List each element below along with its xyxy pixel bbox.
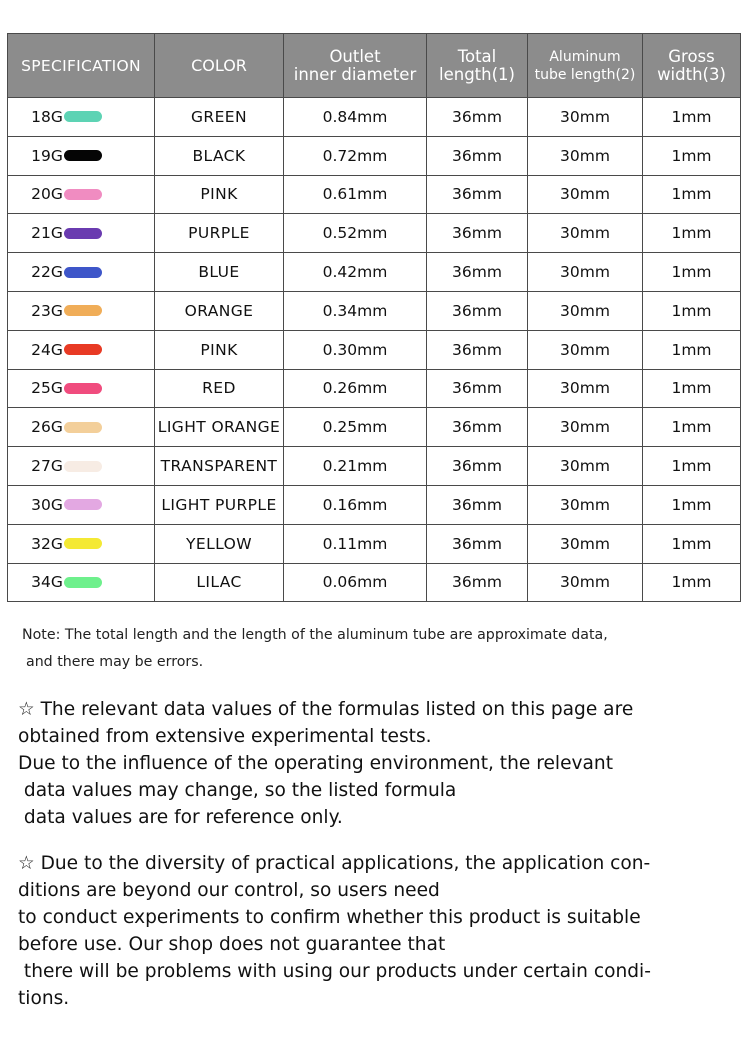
gross-width: 1mm [643, 447, 741, 486]
color-name: YELLOW [155, 524, 284, 563]
total-length: 36mm [427, 175, 528, 214]
color-name: BLUE [155, 253, 284, 292]
table-body [8, 98, 741, 602]
inner-diameter: 0.11mm [284, 524, 427, 563]
spec-cell [8, 253, 155, 292]
paragraph-line: Due to the influence of the operating environment, the relevant [18, 753, 613, 774]
gauge-value: 22G [31, 263, 63, 282]
aluminum-tube-length: 30mm [528, 136, 643, 175]
total-length: 36mm [427, 563, 528, 602]
aluminum-tube-length: 30mm [528, 408, 643, 447]
color-name: TRANSPARENT [155, 447, 284, 486]
color-name: RED [155, 369, 284, 408]
color-name: PINK [155, 175, 284, 214]
inner-diameter: 0.16mm [284, 485, 427, 524]
paragraph-line: obtained from extensive experimental tests. [18, 726, 432, 747]
spec-cell [8, 175, 155, 214]
gross-width: 1mm [643, 175, 741, 214]
inner-diameter: 0.84mm [284, 98, 427, 137]
gauge-value: 30G [31, 495, 63, 514]
disclaimer-paragraph-2 [18, 850, 738, 1012]
header-aluminum-tube-length [528, 34, 643, 98]
gross-width: 1mm [643, 98, 741, 137]
table-row [8, 369, 741, 408]
total-length: 36mm [427, 136, 528, 175]
gross-width: 1mm [643, 485, 741, 524]
spec-cell [8, 136, 155, 175]
gauge-value: 21G [31, 224, 63, 243]
gross-width: 1mm [643, 524, 741, 563]
spec-table [7, 33, 741, 602]
gross-width: 1mm [643, 563, 741, 602]
color-name: LIGHT PURPLE [155, 485, 284, 524]
aluminum-tube-length: 30mm [528, 291, 643, 330]
paragraph-line: data values may change, so the listed formula [18, 780, 457, 801]
color-swatch [64, 344, 102, 355]
gross-width: 1mm [643, 291, 741, 330]
aluminum-tube-length: 30mm [528, 330, 643, 369]
table-row [8, 524, 741, 563]
gauge-value: 27G [31, 457, 63, 476]
inner-diameter: 0.72mm [284, 136, 427, 175]
header-specification: SPECIFICATION [8, 34, 155, 98]
aluminum-tube-length: 30mm [528, 98, 643, 137]
table-row [8, 408, 741, 447]
header-gross-width [643, 34, 741, 98]
color-name: LIGHT ORANGE [155, 408, 284, 447]
paragraph-line: ☆ Due to the diversity of practical applications, the application con- [18, 853, 651, 874]
spec-cell [8, 408, 155, 447]
color-swatch [64, 422, 102, 433]
gross-width: 1mm [643, 330, 741, 369]
gross-width: 1mm [643, 136, 741, 175]
paragraph-line: before use. Our shop does not guarantee that [18, 934, 446, 955]
gauge-value: 23G [31, 301, 63, 320]
inner-diameter: 0.21mm [284, 447, 427, 486]
spec-cell [8, 563, 155, 602]
header-alu-line2: tube length(2) [534, 66, 636, 83]
inner-diameter: 0.06mm [284, 563, 427, 602]
color-swatch [64, 383, 102, 394]
table-row [8, 485, 741, 524]
inner-diameter: 0.34mm [284, 291, 427, 330]
table-row [8, 214, 741, 253]
gross-width: 1mm [643, 253, 741, 292]
table-row [8, 330, 741, 369]
spec-cell [8, 291, 155, 330]
header-outlet-line2: inner diameter [293, 64, 417, 84]
header-outlet-line1: Outlet [329, 46, 381, 66]
inner-diameter: 0.52mm [284, 214, 427, 253]
paragraph-line: tions. [18, 988, 70, 1009]
color-swatch [64, 150, 102, 161]
note-line-2: and there may be errors. [26, 654, 204, 670]
color-swatch [64, 305, 102, 316]
color-swatch [64, 461, 102, 472]
table-row [8, 447, 741, 486]
spec-cell [8, 447, 155, 486]
color-name: BLACK [155, 136, 284, 175]
spec-cell [8, 214, 155, 253]
color-name: ORANGE [155, 291, 284, 330]
inner-diameter: 0.26mm [284, 369, 427, 408]
spec-cell [8, 369, 155, 408]
color-name: GREEN [155, 98, 284, 137]
header-total-line2: length(1) [439, 64, 515, 84]
gauge-value: 19G [31, 146, 63, 165]
gross-width: 1mm [643, 408, 741, 447]
paragraph-line: ditions are beyond our control, so users need [18, 880, 440, 901]
total-length: 36mm [427, 291, 528, 330]
header-gross-line2: width(3) [657, 64, 726, 84]
aluminum-tube-length: 30mm [528, 447, 643, 486]
total-length: 36mm [427, 330, 528, 369]
header-total-line1: Total [457, 46, 497, 66]
color-swatch [64, 499, 102, 510]
spec-cell [8, 485, 155, 524]
disclaimer-paragraph-1 [18, 696, 738, 831]
total-length: 36mm [427, 98, 528, 137]
header-total-length [427, 34, 528, 98]
gauge-value: 20G [31, 185, 63, 204]
color-swatch [64, 267, 102, 278]
note-line-1: Note: The total length and the length of the aluminum tube are approximate data, [22, 627, 608, 643]
aluminum-tube-length: 30mm [528, 524, 643, 563]
spec-cell [8, 330, 155, 369]
total-length: 36mm [427, 485, 528, 524]
table-row [8, 136, 741, 175]
paragraph-line: data values are for reference only. [18, 807, 343, 828]
gauge-value: 26G [31, 418, 63, 437]
color-swatch [64, 577, 102, 588]
gauge-value: 25G [31, 379, 63, 398]
table-row [8, 253, 741, 292]
inner-diameter: 0.25mm [284, 408, 427, 447]
total-length: 36mm [427, 408, 528, 447]
table-row [8, 291, 741, 330]
header-color: COLOR [155, 34, 284, 98]
gauge-value: 24G [31, 340, 63, 359]
color-name: PURPLE [155, 214, 284, 253]
table-row [8, 98, 741, 137]
paragraph-line: ☆ The relevant data values of the formulas listed on this page are [18, 699, 634, 720]
gross-width: 1mm [643, 214, 741, 253]
total-length: 36mm [427, 447, 528, 486]
color-name: LILAC [155, 563, 284, 602]
aluminum-tube-length: 30mm [528, 563, 643, 602]
gauge-value: 32G [31, 534, 63, 553]
inner-diameter: 0.42mm [284, 253, 427, 292]
header-gross-line1: Gross [668, 46, 715, 66]
inner-diameter: 0.61mm [284, 175, 427, 214]
color-swatch [64, 189, 102, 200]
table-row [8, 563, 741, 602]
aluminum-tube-length: 30mm [528, 214, 643, 253]
spec-cell [8, 98, 155, 137]
total-length: 36mm [427, 369, 528, 408]
paragraph-line: there will be problems with using our products under certain condi- [18, 961, 651, 982]
aluminum-tube-length: 30mm [528, 175, 643, 214]
gauge-value: 34G [31, 573, 63, 592]
aluminum-tube-length: 30mm [528, 369, 643, 408]
color-swatch [64, 111, 102, 122]
inner-diameter: 0.30mm [284, 330, 427, 369]
total-length: 36mm [427, 214, 528, 253]
table-header [8, 34, 741, 98]
gross-width: 1mm [643, 369, 741, 408]
table-row [8, 175, 741, 214]
aluminum-tube-length: 30mm [528, 253, 643, 292]
total-length: 36mm [427, 253, 528, 292]
aluminum-tube-length: 30mm [528, 485, 643, 524]
color-swatch [64, 228, 102, 239]
note [22, 622, 737, 676]
gauge-value: 18G [31, 107, 63, 126]
header-alu-line1: Aluminum [549, 48, 621, 65]
total-length: 36mm [427, 524, 528, 563]
paragraph-line: to conduct experiments to confirm whether this product is suitable [18, 907, 641, 928]
color-name: PINK [155, 330, 284, 369]
spec-cell [8, 524, 155, 563]
color-swatch [64, 538, 102, 549]
header-outlet-inner-diameter [284, 34, 427, 98]
